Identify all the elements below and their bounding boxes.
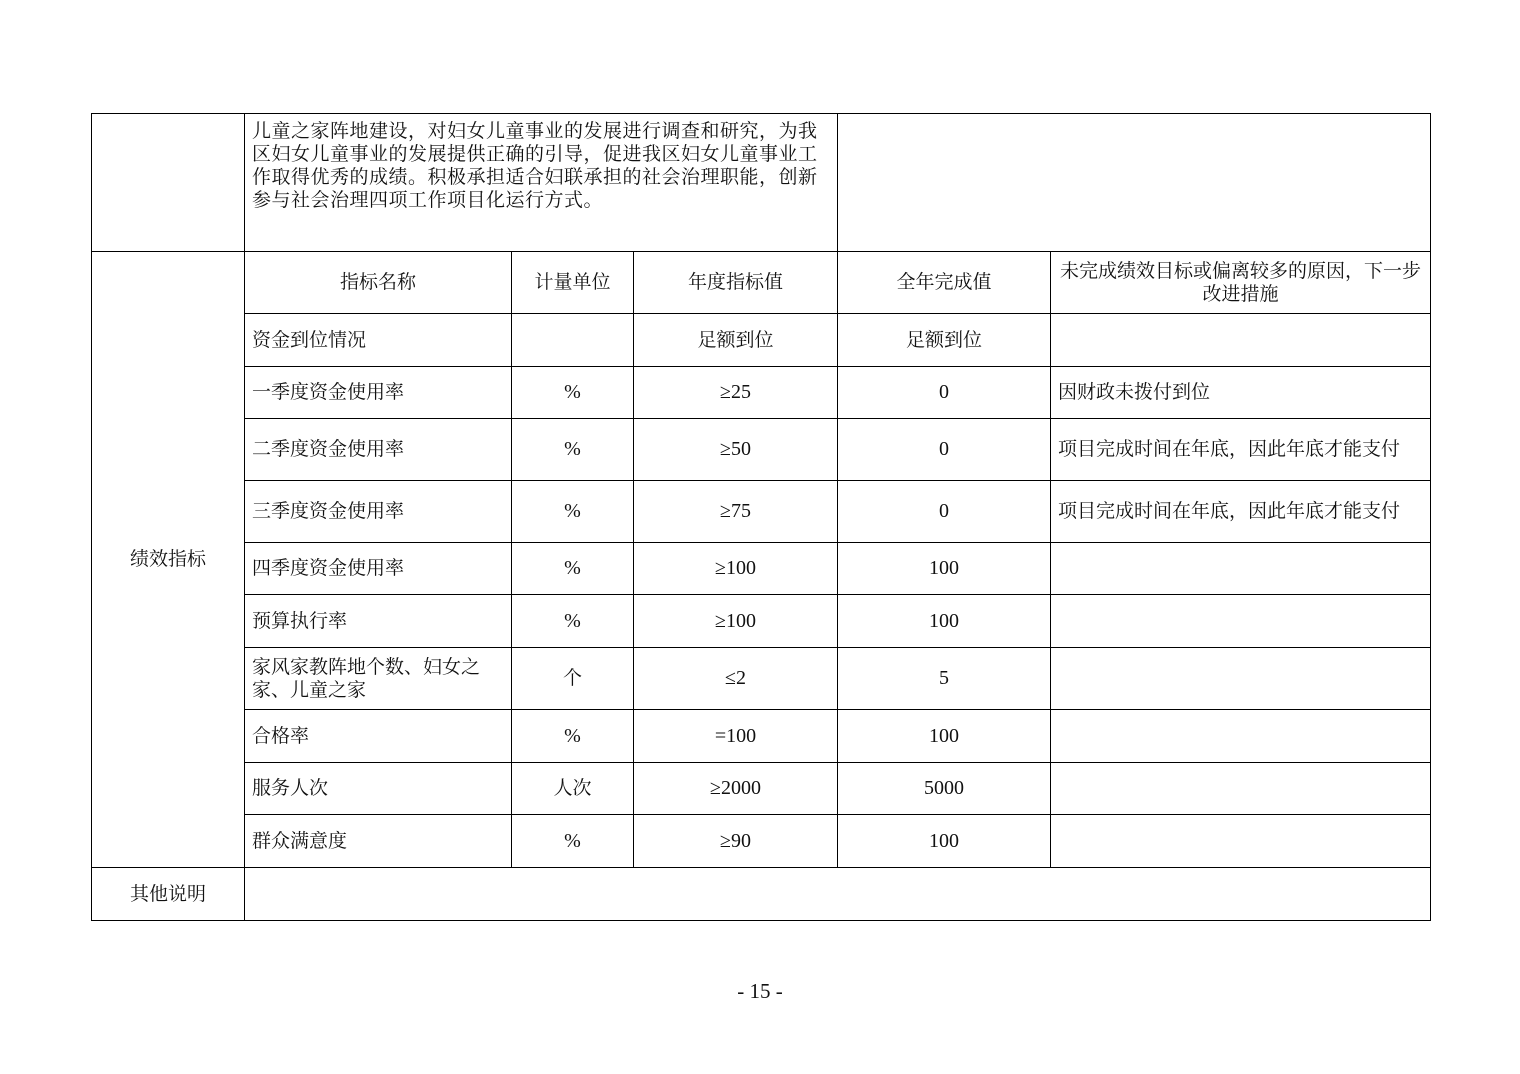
table-row	[92, 763, 1431, 815]
table-row	[92, 815, 1431, 868]
indicator-unit: %	[512, 419, 634, 481]
header-unit: 计量单位	[512, 252, 634, 314]
indicator-actual: 5000	[838, 763, 1051, 815]
indicator-unit	[512, 314, 634, 367]
indicator-name: 家风家教阵地个数、妇女之家、儿童之家	[245, 648, 512, 710]
indicator-reason	[1051, 648, 1431, 710]
header-name: 指标名称	[245, 252, 512, 314]
indicator-target: ≥75	[634, 481, 838, 543]
header-reason: 未完成绩效目标或偏离较多的原因，下一步改进措施	[1051, 252, 1431, 314]
indicator-actual: 0	[838, 367, 1051, 419]
indicator-reason: 项目完成时间在年底，因此年底才能支付	[1051, 419, 1431, 481]
indicator-target: ≥2000	[634, 763, 838, 815]
indicator-target: ≤2	[634, 648, 838, 710]
performance-table	[91, 113, 1431, 921]
indicator-actual: 100	[838, 710, 1051, 763]
indicator-name: 三季度资金使用率	[245, 481, 512, 543]
indicator-actual: 100	[838, 595, 1051, 648]
other-row	[92, 868, 1431, 921]
header-actual: 全年完成值	[838, 252, 1051, 314]
indicator-actual: 0	[838, 419, 1051, 481]
other-label: 其他说明	[92, 868, 245, 921]
indicator-unit: %	[512, 367, 634, 419]
indicator-unit: %	[512, 595, 634, 648]
indicator-target: ≥90	[634, 815, 838, 868]
table-row	[92, 481, 1431, 543]
indicator-reason	[1051, 543, 1431, 595]
header-target: 年度指标值	[634, 252, 838, 314]
intro-row	[92, 114, 1431, 252]
indicator-reason	[1051, 710, 1431, 763]
indicator-unit: %	[512, 710, 634, 763]
indicator-unit: %	[512, 815, 634, 868]
indicator-reason	[1051, 815, 1431, 868]
indicator-target: 足额到位	[634, 314, 838, 367]
intro-text: 儿童之家阵地建设，对妇女儿童事业的发展进行调查和研究，为我区妇女儿童事业的发展提供正确的引导，促进我区妇女儿童事业工作取得优秀的成绩。积极承担适合妇联承担的社会治理职能，创新参与社会治理四项工作项目化运行方式。	[245, 114, 838, 252]
table-row	[92, 419, 1431, 481]
indicator-name: 群众满意度	[245, 815, 512, 868]
table-row	[92, 314, 1431, 367]
indicator-unit: 人次	[512, 763, 634, 815]
indicator-actual: 足额到位	[838, 314, 1051, 367]
table-row	[92, 543, 1431, 595]
indicator-name: 合格率	[245, 710, 512, 763]
table-row	[92, 710, 1431, 763]
indicator-reason	[1051, 595, 1431, 648]
table-row	[92, 367, 1431, 419]
indicator-target: ≥50	[634, 419, 838, 481]
table-row	[92, 648, 1431, 710]
indicator-actual: 100	[838, 543, 1051, 595]
indicator-name: 资金到位情况	[245, 314, 512, 367]
indicator-reason: 因财政未拨付到位	[1051, 367, 1431, 419]
indicator-target: =100	[634, 710, 838, 763]
indicator-target: ≥100	[634, 543, 838, 595]
indicator-actual: 0	[838, 481, 1051, 543]
indicator-actual: 5	[838, 648, 1051, 710]
indicator-name: 四季度资金使用率	[245, 543, 512, 595]
page-number: - 15 -	[737, 979, 783, 1003]
performance-section-label: 绩效指标	[92, 252, 245, 868]
indicator-reason	[1051, 763, 1431, 815]
indicator-reason: 项目完成时间在年底，因此年底才能支付	[1051, 481, 1431, 543]
indicator-unit: %	[512, 481, 634, 543]
indicator-name: 一季度资金使用率	[245, 367, 512, 419]
indicator-name: 服务人次	[245, 763, 512, 815]
header-row	[92, 252, 1431, 314]
intro-label-cell	[92, 114, 245, 252]
other-value	[245, 868, 1431, 921]
indicator-name: 二季度资金使用率	[245, 419, 512, 481]
indicator-reason	[1051, 314, 1431, 367]
indicator-target: ≥100	[634, 595, 838, 648]
indicator-name: 预算执行率	[245, 595, 512, 648]
intro-right-cell	[838, 114, 1431, 252]
indicator-unit: %	[512, 543, 634, 595]
indicator-actual: 100	[838, 815, 1051, 868]
indicator-unit: 个	[512, 648, 634, 710]
table-row	[92, 595, 1431, 648]
indicator-target: ≥25	[634, 367, 838, 419]
